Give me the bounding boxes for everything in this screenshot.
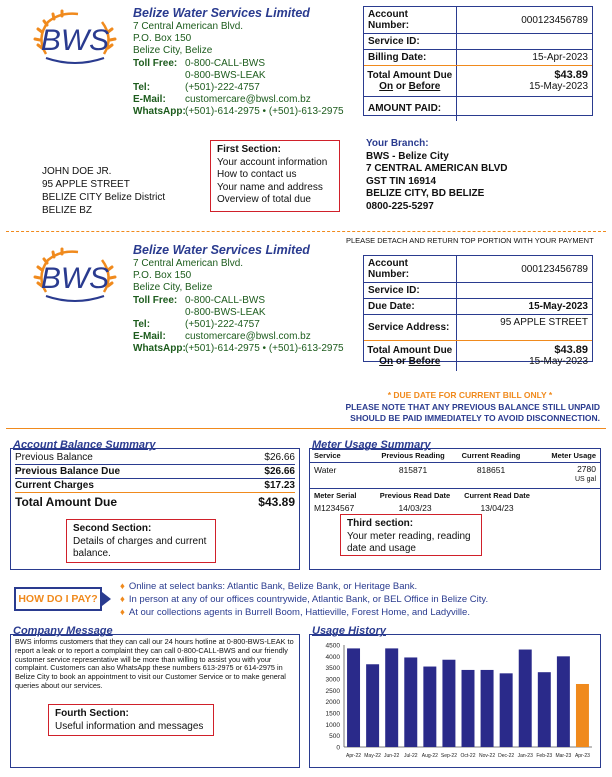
meter-cell: M1234567 [314,503,355,513]
toll-free-number: 0-800-BWS-LEAK [185,69,266,81]
usage-bar [385,648,398,747]
company-name: Belize Water Services Limited [133,6,310,20]
usage-bar [404,657,417,747]
address-line: 7 Central American Blvd. [133,258,244,269]
service-id-label: Service ID: [364,34,456,50]
branch-info [366,138,507,213]
billing-date-value: 15-Apr-2023 [456,50,592,66]
detach-instruction: PLEASE DETACH AND RETURN TOP PORTION WITH YOUR PAYMENT [346,236,594,245]
x-tick-label: May-22 [364,753,381,759]
section2-callout [66,519,216,563]
due-date-value: 15-May-2023 [456,299,592,315]
meter-cell: 815871 [398,465,428,475]
flame-bullet-icon: ♦ [120,581,125,592]
total-due-label: Total Amount Due [367,70,453,81]
due-date-note: * DUE DATE FOR CURRENT BILL ONLY * [387,390,553,400]
toll-free-number: 0-800-CALL-BWS [185,294,266,306]
stub-account-box [363,255,593,367]
usage-bar [462,670,475,747]
payment-method-item [120,580,600,593]
whatsapp-numbers: (+501)-614-2975 • (+501)-613-2975 [185,106,344,118]
toll-free-label: Toll Free: [133,57,178,69]
amount-paid-field[interactable] [456,97,592,121]
usage-bar [538,672,551,747]
usage-history-chart [310,635,600,767]
y-tick-label: 1000 [325,721,340,729]
meter-cell: Water [314,465,337,475]
total-amount-value: $43.89 [554,69,588,81]
meter-header-row-2 [310,489,600,502]
whatsapp-numbers: (+501)-614-2975 • (+501)-613-2975 [185,343,344,355]
service-address-label: Service Address: [364,315,456,341]
summary-row-value: $17.23 [264,480,295,491]
company-info-top [133,6,363,119]
section1-callout [210,140,340,212]
tel-label: Tel: [133,82,151,94]
payment-method-text: In person at any of our offices countrywide, Atlantic Bank, or BEL Office in Belize City. [128,594,489,605]
notice-line: PLEASE NOTE THAT ANY PREVIOUS BALANCE STILL UNPAID [345,401,600,412]
x-tick-label: Sep-22 [440,753,457,759]
company-name: Belize Water Services Limited [133,243,310,257]
summary-row-value: $26.66 [264,452,295,463]
branch-line: 0800-225-5297 [366,200,434,212]
y-tick-label: 2000 [325,699,340,707]
usage-bar [366,664,379,747]
x-tick-label: Apr-23 [574,753,590,759]
how-to-pay-badge [14,587,102,611]
x-tick-label: Nov-22 [479,753,496,759]
x-tick-label: Jan-23 [517,753,533,759]
summary-row-label: Previous Balance [15,452,93,463]
meter-data-row [310,463,600,489]
summary-row-label: Previous Balance Due [15,466,121,477]
flame-bullet-icon: ♦ [120,607,125,618]
total-before-label: Before [408,356,441,367]
section3-line: Your meter reading, reading [347,530,471,542]
usage-history-heading: Usage History [312,625,386,637]
x-tick-label: Mar-23 [555,753,572,759]
y-tick-label: 3000 [325,676,340,684]
summary-row [15,479,295,493]
section3-line: date and usage [347,543,416,554]
meter-data-row-2 [310,502,600,514]
payment-notice [300,390,600,425]
y-tick-label: 0 [336,744,340,752]
y-tick-label: 4000 [325,653,340,661]
branch-label: Your Branch: [366,138,429,149]
branch-line: BELIZE CITY, BD BELIZE [366,188,485,199]
svg-text:BWS: BWS [40,24,110,57]
toll-free-number: 0-800-CALL-BWS [185,57,266,69]
company-info-stub [133,243,363,356]
meter-cell: 14/03/23 [398,503,432,513]
amount-paid-label: AMOUNT PAID: [364,97,456,121]
summary-total-label: Total Amount Due [15,495,117,509]
total-due-label: Total Amount Due [367,345,453,356]
usage-bar [442,660,455,747]
total-amount-value: $43.89 [554,344,588,356]
bws-logo-stub [30,246,120,316]
x-tick-label: Jun-22 [384,753,400,759]
toll-free-number: 0-800-BWS-LEAK [185,306,266,318]
address-line: Belize City, Belize [133,45,213,57]
usage-bar [576,684,589,747]
address-line: Belize City, Belize [133,282,213,294]
section1-line: Your name and address [217,181,323,193]
address-line: P.O. Box 150 [133,33,192,45]
x-tick-label: Aug-22 [421,753,438,759]
y-tick-label: 4500 [325,642,340,650]
payment-method-text: At our collections agents in Burrell Boom, Hattieville, Forest Home, and Ladyville. [128,607,470,618]
meter-header: Previous Reading [381,451,445,460]
x-tick-label: Oct-22 [460,753,476,759]
meter-summary-heading: Meter Usage Summary [312,439,431,451]
y-tick-label: 1500 [325,710,340,718]
section3-callout [340,514,482,556]
x-tick-label: Dec-22 [498,753,515,759]
tel-label: Tel: [133,319,151,331]
customer-city: BELIZE CITY Belize District [42,192,166,203]
branch-line: GST TIN 16914 [366,175,437,187]
payment-method-item [120,593,600,606]
bws-logo [30,8,120,78]
customer-name: JOHN DOE JR. [42,166,112,177]
account-summary-heading: Account Balance Summary [13,439,156,451]
total-date-value: 15-May-2023 [529,356,588,367]
summary-row-value: $26.66 [264,466,295,477]
total-date-value: 15-May-2023 [529,81,588,92]
summary-row [15,451,295,465]
payment-method-text: Online at select banks: Atlantic Bank, Belize Bank, or Heritage Bank. [128,581,418,592]
summary-total-row [15,493,295,511]
summary-row-label: Current Charges [15,480,94,491]
usage-bar [500,673,513,747]
service-id-label: Service ID: [364,283,456,299]
meter-cell: 818651 [476,465,506,475]
company-message-box [10,634,300,768]
section3-title: Third section: [347,518,414,529]
usage-bar [519,650,532,747]
account-number-label: Account Number: [364,256,456,283]
meter-header: Meter Serial [314,491,357,500]
section2-title: Second Section: [73,523,152,534]
section4-line: Useful information and messages [55,720,204,732]
account-number-value: 000123456789 [456,256,592,283]
section1-line: How to contact us [217,169,297,180]
meter-header: Service [314,451,341,460]
account-number-label: Account Number: [364,7,456,34]
payment-methods-list [120,580,600,619]
section2-line: Details of charges and current [73,535,207,547]
y-tick-label: 2500 [325,687,340,695]
total-or-label: or [395,356,406,367]
total-on-label: On [379,356,394,367]
detach-line [6,231,606,232]
section1-line: Overview of total due [217,194,311,205]
section1-line: Your account information [217,156,328,168]
customer-address [42,165,165,217]
customer-country: BELIZE BZ [42,205,93,216]
email-label: E-Mail: [133,331,166,343]
company-message-text: BWS informs customers that they can call our 24 hours hotline at 0-800-BWS-LEAK to report a leak or to report a complaint they can call 0-800-CALL-BWS and our friendly customer service representative will be more than willing to assist you with your complaint. Customers can also WhatsApp these numbers 613-2975 or 614-2975 in Belize City to book an appointment to visit our Customer Service or to make general queries about our services. [15,637,294,690]
x-tick-label: Apr-22 [346,753,362,759]
x-tick-label: Feb-23 [536,753,553,759]
meter-usage-value: 2780 [577,464,596,474]
how-to-pay-label: HOW DO I PAY? [18,593,98,605]
meter-header: Current Read Date [464,491,530,500]
payment-method-item [120,606,600,619]
meter-unit: US gal [574,476,596,483]
section4-callout [48,704,214,736]
section2-line: balance. [73,548,111,559]
account-number-value: 000123456789 [456,7,592,34]
address-line: 7 Central American Blvd. [133,21,244,32]
total-or-label: or [395,81,406,92]
usage-bar [557,656,570,747]
branch-line: 7 CENTRAL AMERICAN BLVD [366,163,508,174]
branch-line: BWS - Belize City [366,150,449,162]
toll-free-label: Toll Free: [133,294,178,306]
summary-total-value: $43.89 [258,495,295,509]
notice-line: SHOULD BE PAID IMMEDIATELY TO AVOID DISCONNECTION. [350,413,600,423]
meter-header: Current Reading [461,451,521,460]
x-tick-label: Jul-22 [403,753,418,759]
flame-bullet-icon: ♦ [120,594,125,605]
tel-number: (+501)-222-4757 [185,82,260,94]
whatsapp-label: WhatsApp: [133,343,186,355]
due-date-label: Due Date: [364,299,456,315]
customer-street: 95 APPLE STREET [42,179,130,190]
section4-title: Fourth Section: [55,708,129,719]
usage-history-box [309,634,601,768]
summary-row [15,465,295,479]
usage-bar [481,670,494,747]
y-tick-label: 3500 [325,665,340,673]
meter-cell: 13/04/23 [480,503,514,513]
y-tick-label: 500 [329,733,340,741]
meter-header: Meter Usage [551,451,596,460]
arrow-right-icon [102,592,111,606]
tel-number: (+501)-222-4757 [185,319,260,331]
service-address-value: 95 APPLE STREET [456,315,592,341]
svg-text:BWS: BWS [40,262,110,295]
usage-bar [347,648,360,747]
billing-date-label: Billing Date: [364,50,456,66]
section1-title: First Section: [217,144,281,155]
email-address: customercare@bwsl.com.bz [185,94,311,106]
company-message-heading: Company Message [13,625,113,637]
meter-header-row [310,449,600,463]
email-label: E-Mail: [133,94,166,106]
meter-header: Previous Read Date [379,491,451,500]
address-line: P.O. Box 150 [133,270,192,282]
email-address: customercare@bwsl.com.bz [185,331,311,343]
divider [6,428,606,429]
whatsapp-label: WhatsApp: [133,106,186,118]
usage-bar [423,667,436,747]
top-account-box [363,6,593,116]
total-before-label: Before [408,81,441,92]
total-on-label: On [379,81,394,92]
